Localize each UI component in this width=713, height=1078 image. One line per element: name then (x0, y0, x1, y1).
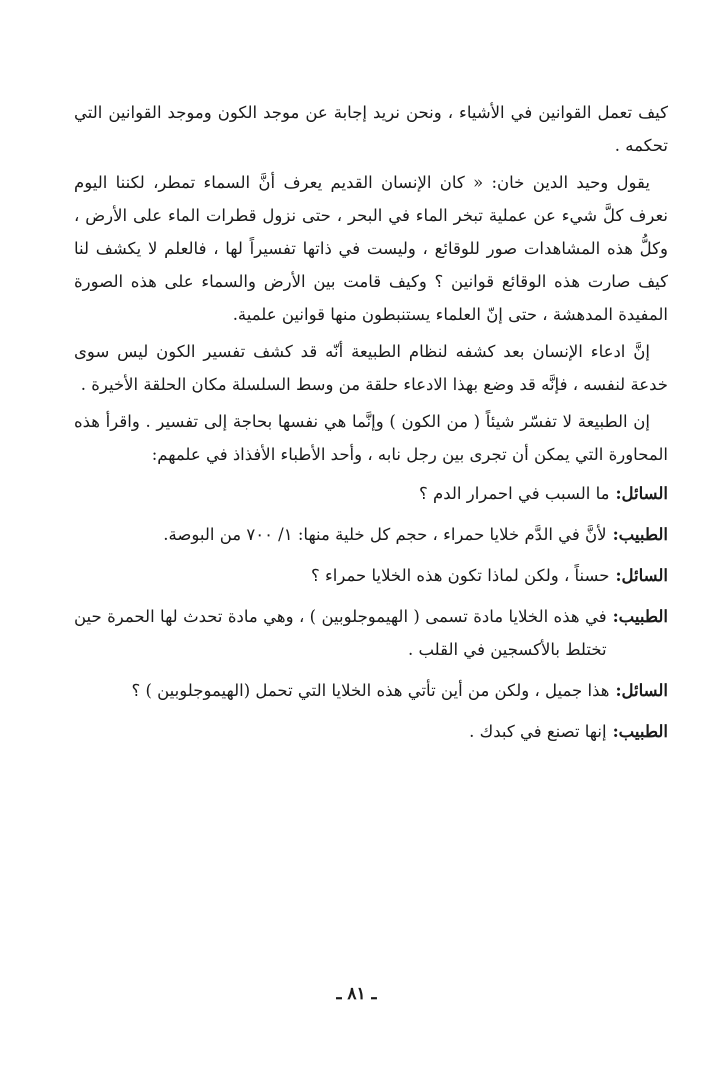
dialogue-line (74, 518, 668, 551)
paragraph-opening: كيف تعمل القوانين في الأشياء ، ونحن نريد إجابة عن موجد الكون وموجد القوانين التي تحكمه . (74, 103, 668, 155)
dialogue-line (74, 477, 668, 510)
speaker-label: السائل: (615, 681, 668, 700)
dialogue-line (74, 715, 668, 748)
speaker-label: السائل: (615, 484, 668, 503)
paragraph-quote: يقول وحيد الدين خان: « كان الإنسان القديم يعرف أنَّ السماء تمطر، لكننا اليوم نعرف كلَّ شيء عن عملية تبخر الماء في البحر ، حتى نزول قطرات الماء على الأرض ، وكلُّ هذه المشاهدات صور للوقائع ، وليست في ذاتها تفسيراً لها ، فالعلم لا يكشف لنا كيف صارت هذه الوقائع قوانين ؟ وكيف قامت بين الأرض والسماء على هذه الصورة المفيدة المدهشة ، حتى إنّ العلماء يستنبطون منها قوانين علمية. (74, 173, 668, 324)
dialogue-text: لأنَّ في الدَّم خلايا حمراء ، حجم كل خلية منها: ١/ ٧٠٠ من البوصة. (163, 525, 607, 544)
dialogue-line (74, 559, 668, 592)
dialogue-text: حسناً ، ولكن لماذا تكون هذه الخلايا حمراء ؟ (311, 566, 610, 585)
page-number: ـ ٨١ ـ (336, 984, 377, 1004)
dialogue-text: في هذه الخلايا مادة تسمى ( الهيموجلوبين ) ، وهي مادة تحدث لها الحمرة حين تختلط بالأكسجين في القلب . (74, 607, 607, 659)
page-body (74, 96, 668, 748)
dialogue-block (74, 477, 668, 748)
paragraph-claim: إنَّ ادعاء الإنسان بعد كشفه لنظام الطبيعة أنّه قد كشف تفسير الكون ليس سوى خدعة لنفسه ، فإنَّه قد وضع بهذا الادعاء حلقة من وسط السلسلة مكان الحلقة الأخيرة . (74, 342, 668, 394)
dialogue-text: ما السبب في احمرار الدم ؟ (418, 484, 610, 503)
dialogue-line (74, 674, 668, 707)
speaker-label: السائل: (615, 566, 668, 585)
dialogue-text: إنها تصنع في كبدك . (469, 722, 607, 741)
dialogue-line (74, 600, 668, 666)
speaker-label: الطبيب: (612, 607, 668, 626)
speaker-label: الطبيب: (612, 722, 668, 741)
paragraph-dialogue-intro: إن الطبيعة لا تفسّر شيئاً ( من الكون ) وإنَّما هي نفسها بحاجة إلى تفسير . واقرأ هذه المحاورة التي يمكن أن تجرى بين رجل نابه ، وأحد الأطباء الأفذاذ في علمهم: (74, 412, 668, 464)
speaker-label: الطبيب: (612, 525, 668, 544)
dialogue-text: هذا جميل ، ولكن من أين تأتي هذه الخلايا التي تحمل (الهيموجلوبين ) ؟ (131, 681, 610, 700)
